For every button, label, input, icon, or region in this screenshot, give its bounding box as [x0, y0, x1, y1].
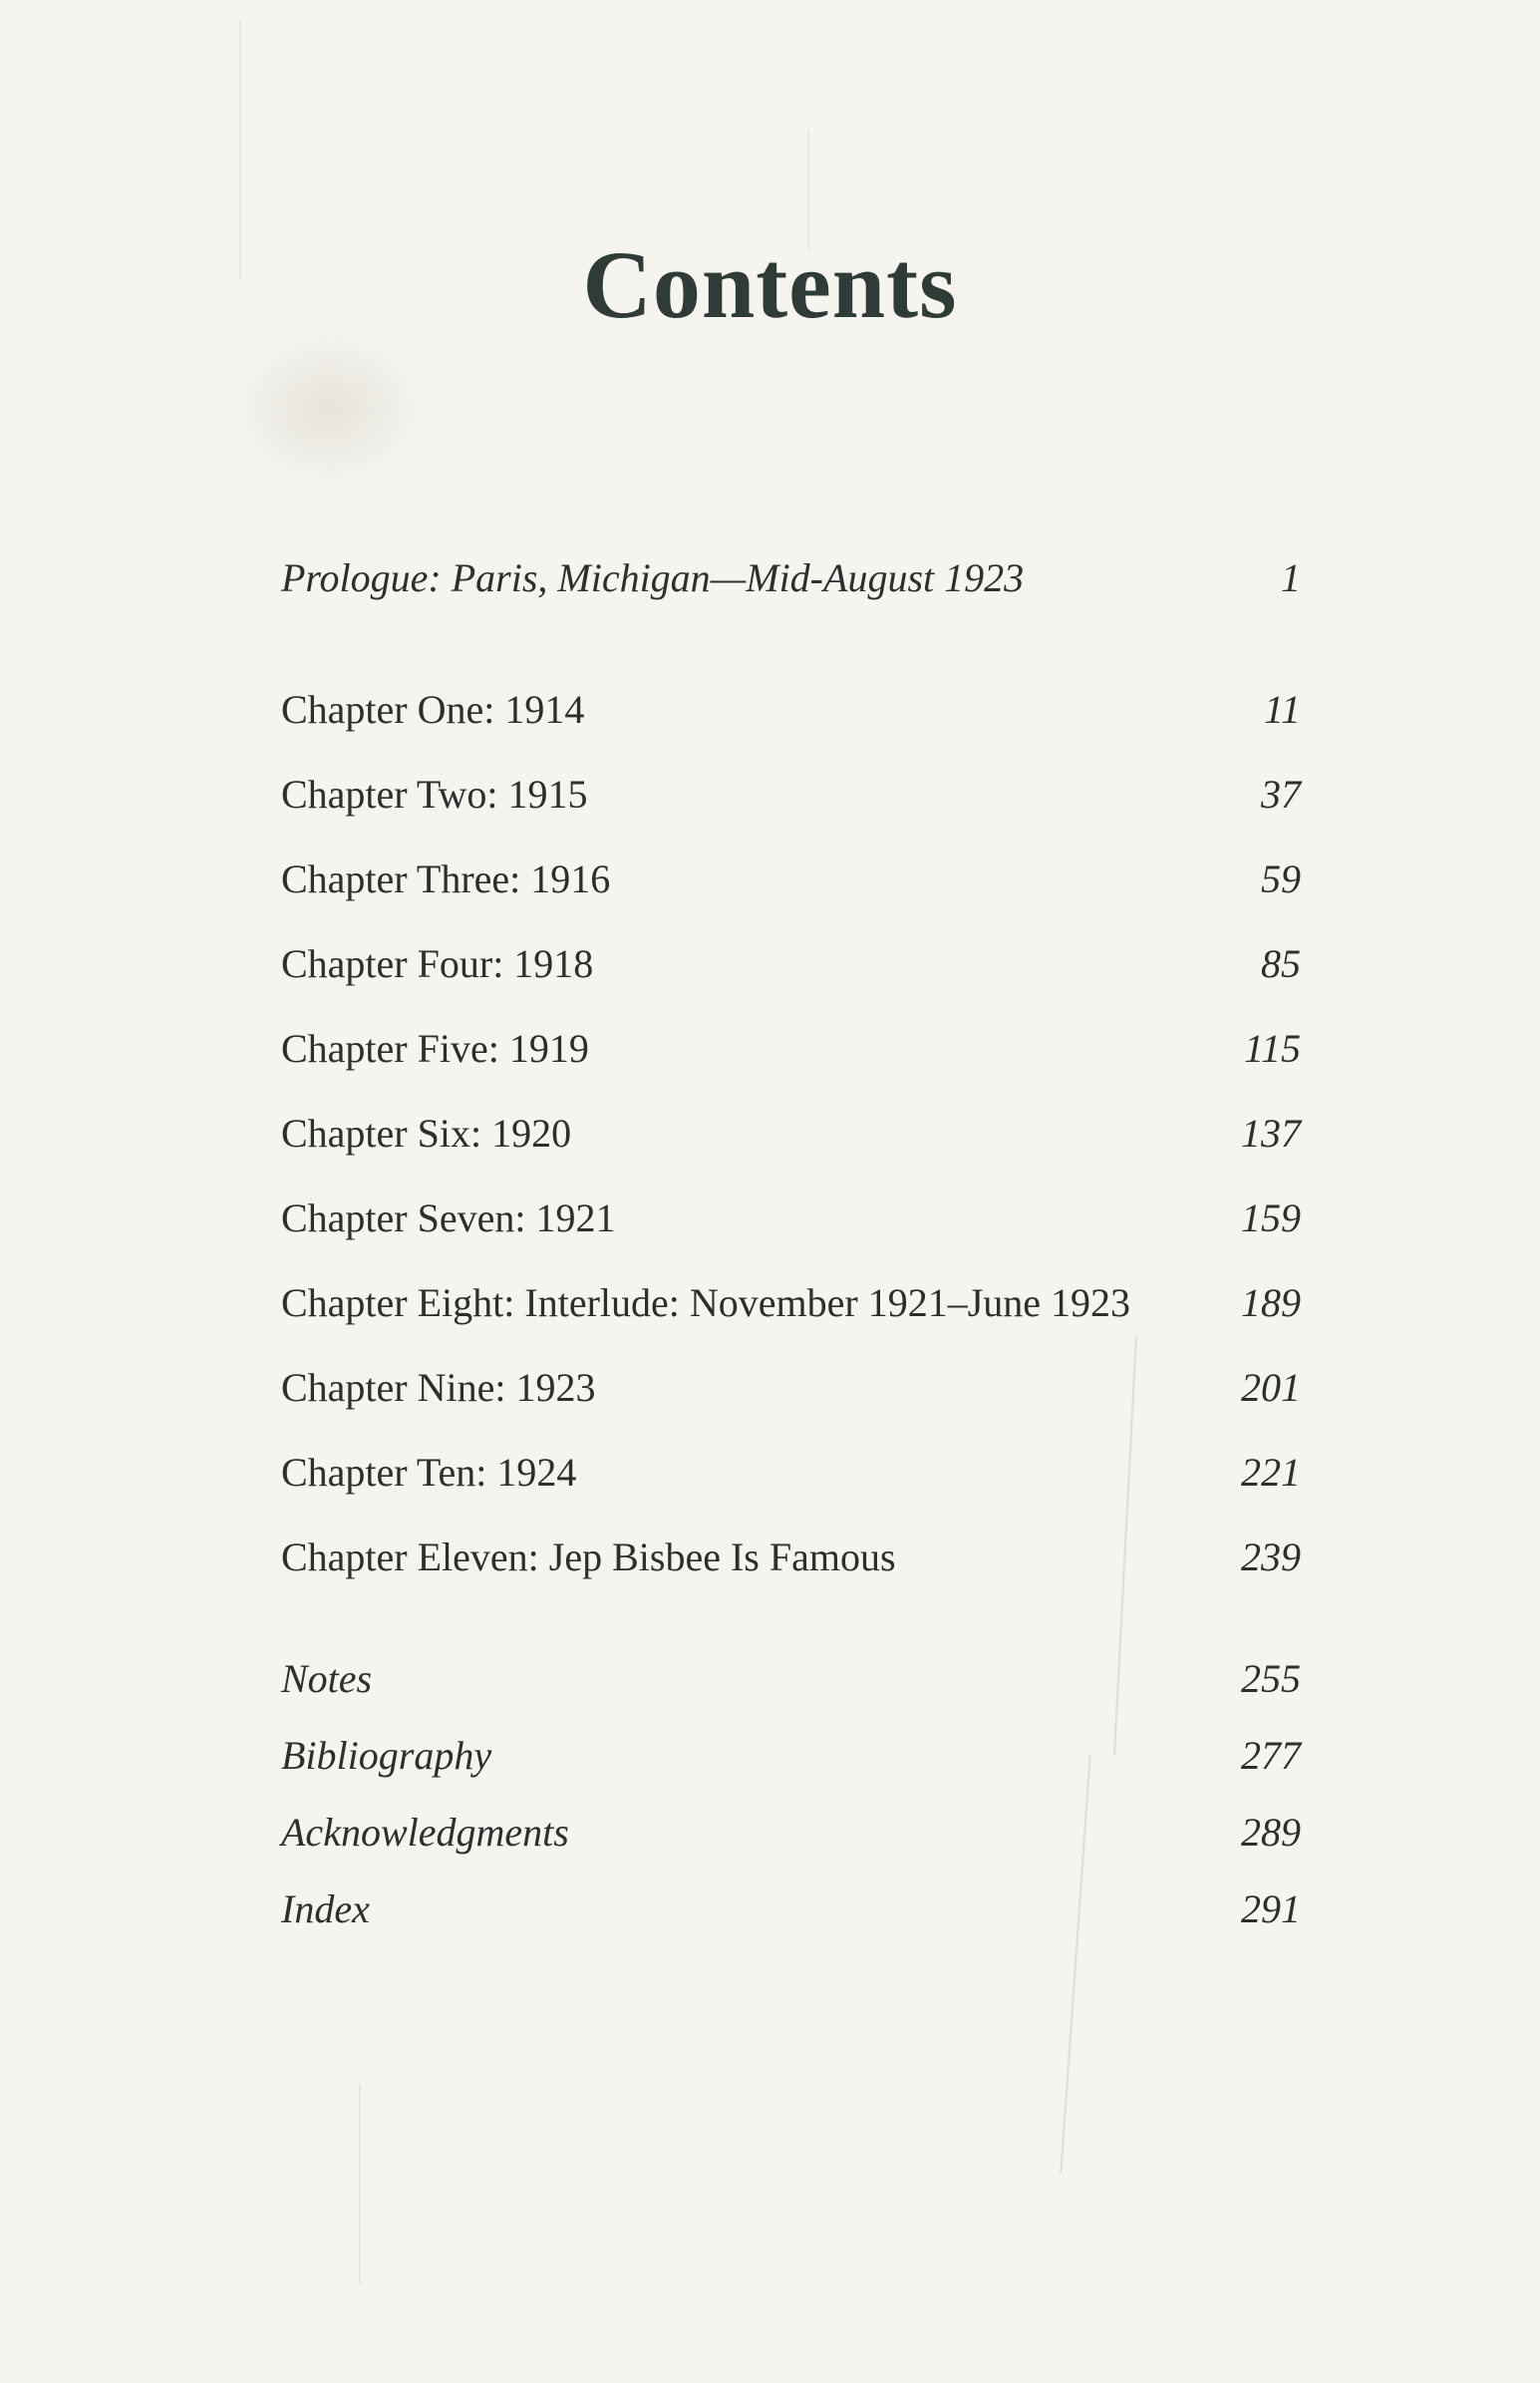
toc-entry-label: Chapter Ten: 1924 — [281, 1450, 577, 1495]
toc-entry-page-number: 189 — [1241, 1280, 1301, 1325]
toc-entry-label: Chapter Two: 1915 — [281, 772, 588, 817]
toc-entry-label: Chapter Nine: 1923 — [281, 1365, 596, 1410]
toc-entry-acknowledgments[interactable] — [281, 1803, 1301, 1863]
toc-entry-chapter[interactable] — [281, 680, 1301, 740]
toc-entry-chapter[interactable] — [281, 1273, 1301, 1333]
paper-crease — [359, 2084, 361, 2283]
toc-entry-page-number: 37 — [1261, 772, 1301, 817]
toc-entry-label: Chapter Seven: 1921 — [281, 1195, 616, 1240]
toc-entry-chapter[interactable] — [281, 934, 1301, 994]
toc-entry-label: Chapter Eleven: Jep Bisbee Is Famous — [281, 1534, 896, 1579]
toc-entry-label: Chapter Eight: Interlude: November 1921–June 1923 — [281, 1280, 1131, 1325]
toc-entry-chapter[interactable] — [281, 1358, 1301, 1418]
toc-entry-page-number: 159 — [1241, 1195, 1301, 1240]
toc-entry-page-number: 291 — [1241, 1886, 1301, 1931]
toc-entry-chapter[interactable] — [281, 1528, 1301, 1587]
toc-entry-chapter[interactable] — [281, 765, 1301, 825]
toc-entry-page-number: 239 — [1241, 1534, 1301, 1579]
toc-entry-page-number: 85 — [1261, 941, 1301, 986]
toc-entry-chapter[interactable] — [281, 1104, 1301, 1164]
toc-entry-prologue[interactable] — [281, 548, 1301, 608]
toc-entry-label: Notes — [281, 1656, 373, 1701]
toc-entry-page-number: 11 — [1263, 687, 1301, 732]
toc-entry-label: Chapter Four: 1918 — [281, 941, 594, 986]
toc-entry-label: Index — [281, 1886, 370, 1931]
toc-entry-page-number: 277 — [1241, 1733, 1301, 1778]
toc-entry-index[interactable] — [281, 1879, 1301, 1939]
toc-entry-page-number: 255 — [1241, 1656, 1301, 1701]
toc-entry-chapter[interactable] — [281, 1189, 1301, 1248]
toc-entry-label: Chapter Five: 1919 — [281, 1026, 589, 1071]
toc-entry-bibliography[interactable] — [281, 1726, 1301, 1786]
toc-entry-label: Chapter One: 1914 — [281, 687, 585, 732]
toc-entry-chapter[interactable] — [281, 1443, 1301, 1503]
toc-entry-chapter[interactable] — [281, 1019, 1301, 1079]
toc-entry-page-number: 201 — [1241, 1365, 1301, 1410]
toc-entry-page-number: 115 — [1243, 1026, 1301, 1071]
toc-entry-page-number: 59 — [1261, 856, 1301, 901]
toc-entry-label: Bibliography — [281, 1733, 492, 1778]
toc-entry-label: Chapter Three: 1916 — [281, 856, 611, 901]
toc-entry-label: Prologue: Paris, Michigan—Mid-August 1923 — [281, 555, 1025, 600]
toc-entry-page-number: 137 — [1241, 1111, 1301, 1156]
toc-entry-label: Chapter Six: 1920 — [281, 1111, 572, 1156]
toc-entry-page-number: 1 — [1281, 555, 1301, 600]
page-title: Contents — [582, 231, 958, 338]
toc-entry-notes[interactable] — [281, 1649, 1301, 1709]
toc-entry-chapter[interactable] — [281, 850, 1301, 909]
toc-entry-page-number: 289 — [1241, 1810, 1301, 1855]
paper-smudge — [229, 329, 429, 489]
toc-entry-page-number: 221 — [1241, 1450, 1301, 1495]
toc-entry-label: Acknowledgments — [281, 1810, 569, 1855]
